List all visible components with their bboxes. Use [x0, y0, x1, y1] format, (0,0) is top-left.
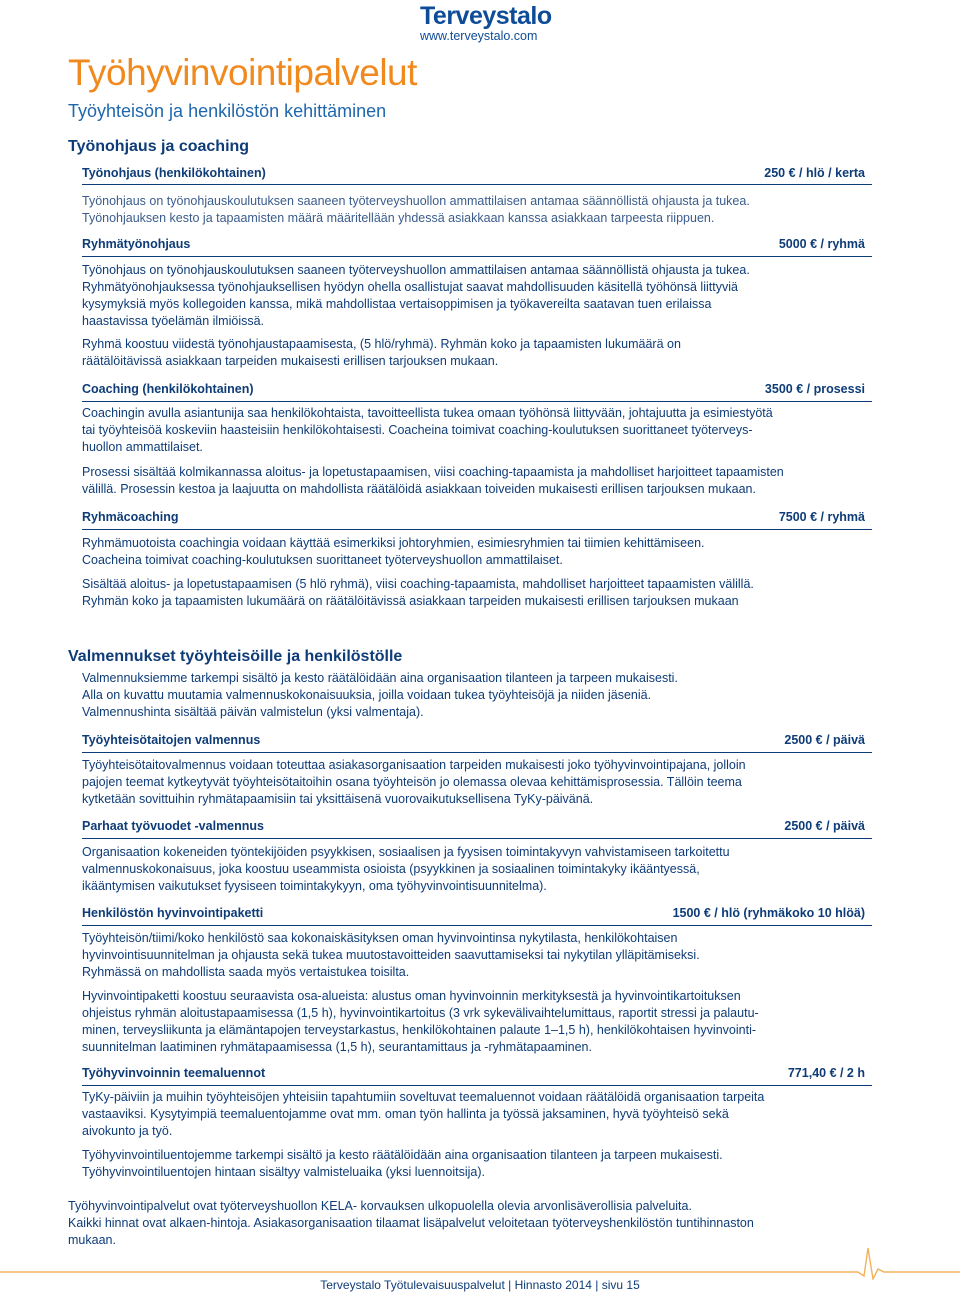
- item-text2-coaching: Prosessi sisältää kolmikannassa aloitus- ja lopetustapaamisen, viisi coaching-tapaamista ja mahdolliset harjoitteet tapaamisten välillä. Prosessin kestoa ja laajuutta on mahdollista räätälöidä asiakkaan toiveiden mukaisesti erillisen tarjouksen mukaan.: [82, 465, 784, 496]
- page-subtitle: Työyhteisön ja henkilöstön kehittäminen: [68, 101, 387, 121]
- divider: [82, 256, 872, 257]
- item-text2-hyvinvointipaketti: Hyvinvointipaketti koostuu seuraavista osa-alueista: alustus oman hyvinvoinnin merkityksestä ja hyvinvointikartoituksen ohjeistus ryhmän aloitustapaamisessa (1,5 h), hyvinvointikartoitus (3 vrk sykevälivaihtelumittaus, raportit stressi ja palautu- minen, terveysliikunta ja elämäntapojen terveystarkastus, henkilökohtainen palaute 1–1,5 h), henkilökohtaisen hyvinvointi- suunnitelman laatiminen ryhmätapaamisessa (1,5 h), seurantamittaus ja -ryhmätapaaminen.: [82, 989, 759, 1054]
- item-price-tyonohjaus: 250 € / hlö / kerta: [764, 166, 865, 180]
- item-price-tyoyhteisotaidot: 2500 € / päivä: [784, 733, 865, 747]
- item-text-hyvinvointipaketti: Työyhteisön/tiimi/koko henkilöstö saa kokonaiskäsityksen oman hyvinvointinsa nykytilasta, henkilökohtaisen hyvinvointisuunnitelman ja ohjausta sekä tukea muutostavoitteiden saavuttamiseksi tai nykytilan ylläpitämiseksi. Ryhmässä on mahdollista saada myös vertaistukea toisilta.: [82, 931, 700, 979]
- section-title-valmennus: Valmennukset työyhteisöille ja henkilöstölle: [68, 648, 403, 665]
- item-text2-ryhmatyonohjaus: Ryhmä koostuu viidestä työnohjaustapaamisesta, (5 hlö/ryhmä). Ryhmän koko ja tapaamisten lukumäärä on räätälöitävissä asiakkaan tarpeiden mukaisesti erillisen tarjouksen mukaan.: [82, 337, 681, 368]
- divider: [82, 401, 872, 402]
- item-name-ryhmatyonohjaus: Ryhmätyönohjaus: [82, 237, 191, 251]
- item-text2-ryhmacoaching: Sisältää aloitus- ja lopetustapaamisen (5 hlö ryhmä), viisi coaching-tapaamista, mahdolliset harjoitteet tapaamisten välillä. Ryhmän koko ja tapaamisten lukumäärä on räätälöitävissä asiakkaan tarpeiden mukaisesti erillisen tarjouksen mukaan: [82, 577, 754, 608]
- valmennus-intro: Valmennuksiemme tarkempi sisältö ja kesto räätälöidään aina organisaation tilanteen ja tarpeen mukaisesti. Alla on kuvattu muutamia valmennuskokonaisuuksia, joilla voidaan tukea työyhteisöjä ja niiden jäseniä. Valmennushinta sisältää päivän valmistelun (yksi valmentaja).: [82, 671, 678, 719]
- item-name-tyoyhteisotaidot: Työyhteisötaitojen valmennus: [82, 733, 261, 747]
- divider: [82, 925, 872, 926]
- item-price-teemaluennot: 771,40 € / 2 h: [787, 1066, 865, 1080]
- item-price-parhaat-tyovuodet: 2500 € / päivä: [784, 819, 865, 833]
- item-name-ryhmacoaching: Ryhmäcoaching: [82, 510, 179, 524]
- item-price-hyvinvointipaketti: 1500 € / hlö (ryhmäkoko 10 hlöä): [672, 906, 865, 920]
- closing-note: Työhyvinvointipalvelut ovat työterveyshuollon KELA- korvauksen ulkopuolella olevia arvonlisäverollisia palveluita. Kaikki hinnat ovat alkaen-hintoja. Asiakasorganisaation tilaamat lisäpalvelut veloitetaan työterveyshenkilöstön tuntihinnaston mukaan.: [68, 1199, 754, 1247]
- page-title: Työhyvinvointipalvelut: [68, 52, 417, 93]
- item-text-tyonohjaus: Työnohjaus on työnohjauskoulutuksen saaneen työterveyshuollon ammattilaisen antamaa säännöllistä ohjausta ja tukea. Työnohjauksen kesto ja tapaamisten määrä määritellään yhdessä asiakkaan kanssa asiakkaan tarpeesta riippuen.: [82, 194, 750, 225]
- item-name-teemaluennot: Työhyvinvoinnin teemaluennot: [82, 1066, 266, 1080]
- item-name-coaching: Coaching (henkilökohtainen): [82, 382, 254, 396]
- item-text-parhaat-tyovuodet: Organisaation kokeneiden työntekijöiden psyykkisen, sosiaalisen ja fyysisen toimintakyvyn vahvistamiseen tarkoitettu valmennuskokonaisuus, joka koostuu useammista osioista (psyykkinen ja sosiaalinen toimintakyky ikääntyessä, ikääntymisen vaikutukset fyysiseen toimintakykyyn, oma työhyvinvointisuunnitelma).: [82, 845, 730, 893]
- item-name-parhaat-tyovuodet: Parhaat työvuodet -valmennus: [82, 819, 264, 833]
- divider: [82, 184, 872, 185]
- heartbeat-line-icon: [0, 1240, 960, 1280]
- item-text2-teemaluennot: Työhyvinvointiluentojemme tarkempi sisältö ja kesto räätälöidään aina organisaation tilanteen ja tarpeen mukaisesti. Työhyvinvointiluentojen hintaan sisältyy valmisteluaika (yksi luennoitsija).: [82, 1148, 723, 1179]
- item-price-ryhmacoaching: 7500 € / ryhmä: [778, 510, 865, 524]
- divider: [82, 529, 872, 530]
- page-footer: Terveystalo Työtulevaisuuspalvelut | Hinnasto 2014 | sivu 15: [320, 1278, 640, 1292]
- website-url: www.terveystalo.com: [420, 29, 538, 43]
- item-name-hyvinvointipaketti: Henkilöstön hyvinvointipaketti: [82, 906, 264, 920]
- item-text-ryhmatyonohjaus: Työnohjaus on työnohjauskoulutuksen saaneen työterveyshuollon ammattilaisen antamaa säännöllistä ohjausta ja tukea. Ryhmätyönohjauksessa työnohjauksellisen hyödyn ohella osallistujat saavat mahdollisuuden käsitellä työhönsä liittyviä kysymyksiä myös kollegoiden kanssa, mikä mahdollistaa vertaisoppimisen ja työkavereilta saatavan tuen erilaissa haastavissa työelämän ilmiöissä.: [82, 263, 750, 328]
- item-text-teemaluennot: TyKy-päiviin ja muihin työyhteisöjen yhteisiin tapahtumiin soveltuvat teemaluennot voidaan räätälöidä organisaation tarpeita vastaaviksi. Kysytyimpiä teemaluentojamme ovat mm. oman työn hallinta ja työssä jaksaminen, hyvä työyhteisö sekä aivokunto ja työ.: [82, 1090, 765, 1138]
- divider: [82, 1085, 872, 1086]
- item-price-ryhmatyonohjaus: 5000 € / ryhmä: [778, 237, 865, 251]
- item-text-tyoyhteisotaidot: Työyhteisötaitovalmennus voidaan toteuttaa asiakasorganisaation tarpeiden mukaisesti joko työhyvinvointipajana, jolloin pajojen teemat kytkeytyvät työyhteisötaitoihin osana työyhteisön jo olemassa olevaa kehittämisprosessia. Tällöin teema kytketään sovittuihin ryhmätapaamisiin tai yksittäisenä vuorovaikutuksellisena TyKy-päivänä.: [82, 758, 746, 806]
- item-text-coaching: Coachingin avulla asiantunija saa henkilökohtaista, tavoitteellista tukea omaan työhönsä liittyvään, johtajuutta ja esimiestyötä tai työyhteisöä koskeviin haasteisiin henkilökohtaisesti. Coacheina toimivat coaching-koulutuksen suorittaneet työterveys- huollon ammattilaiset.: [82, 406, 773, 454]
- item-text-ryhmacoaching: Ryhmämuotoista coachingia voidaan käyttää esimerkiksi johtoryhmien, esimiesryhmien tai tiimien kehittämiseen. Coacheina toimivat coaching-koulutuksen suorittaneet työterveyshuollon ammattilaiset.: [82, 536, 705, 567]
- terveystalo-logo: Terveystalo: [420, 2, 552, 30]
- divider: [82, 838, 872, 839]
- divider: [82, 752, 872, 753]
- item-price-coaching: 3500 € / prosessi: [764, 382, 865, 396]
- item-name-tyonohjaus: Työnohjaus (henkilökohtainen): [82, 166, 266, 180]
- section-title-tyonohjaus: Työnohjaus ja coaching: [68, 138, 250, 155]
